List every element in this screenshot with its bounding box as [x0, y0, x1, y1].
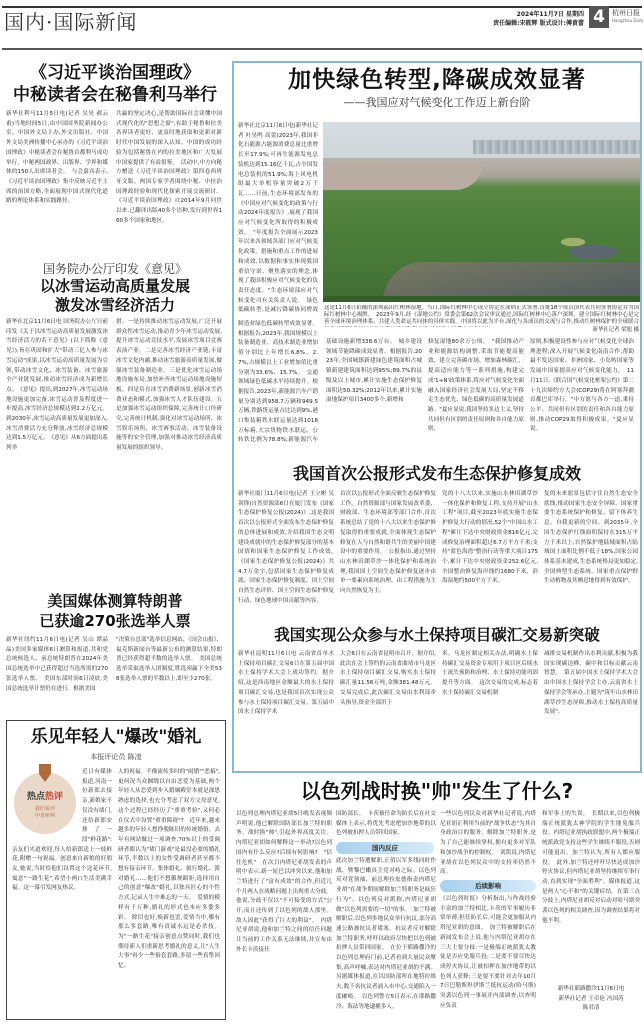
article-eco-repair-col4: 复的未来愿景包括守住自然生态安全底线,推动国家生态安全屏障、国家重要生态系统保护和修复、留下休养生息、自我更新的空间。到2035年,全国生态保护红线面积保持在315万平方千米以上,自然保护地陆域面积占陆域国土面积比例不低于18%,国家公园体系基本建成,生态系统格局更加稳定,全国典型生态系统、国家重点保护野生动植物及其栖息地得到有效保护。 — [544, 491, 638, 585]
photo-credit: 新华社记者 梁旭 摄 — [592, 327, 639, 333]
article-israel-col2: 国防部长。 卡茨被任命为防长后在社交媒体上表示,将优先考虑把加沙地带的以色列被扣押人员带回国家。 — [336, 811, 436, 837]
article-green-subheadline: ——我国应对气候变化工作迈上新台阶 — [343, 96, 531, 109]
article-green-headline: 加快绿色转型,降碳成效显著 — [288, 67, 586, 93]
article-wedding-byline: 本报评论员 陈凌 — [90, 753, 142, 761]
article-wedding-col1-text: 近日有媒体报道,河南一位新郎去接亲,新娘家不仅没有堵门,还给新郎安排了一段"鲜花路":亲友们夹道欢迎,每人给新郎送上一枝鲜花,附赠一句祝福。创意来自新娘的好朋友,她说,当时给他们设置这个送花环节,寓意"一路生花",希望小两口生活美满幸福。这一幕引发网友热议。 — [12, 769, 112, 892]
article-xi-book-col2: 共赢的坚定决心,是帮助国际社会读懂中国式现代化的"思想之窗",有助于秘鲁和拉美各界读者更好、更及时地获取和更新对新时代中国发展的深入认知。中国的成功经验为包括秘鲁在内的拉美地区和广大发展中国家提供了有益借鉴。 活动中,中方向秘方赠送《习近平谈治国理政》第四卷西班牙文版。两国专家学者围绕中秘、中拉治国理政经验和现代化探索开展交流研讨。《习近平谈治国理政》自2014年9月问世以来,已翻译出版40多个语种,发行到世界160多个国家和地区。 — [116, 111, 222, 224]
article-israel-col1: 以色列总理内塔尼亚胡5日晚发表视频声明说,他已解除国防部长加兰特的职务。战时换"帅",引起外界高度关注。内塔尼亚胡如何解释这一举动?以色列国内有什么反应?后续有何影响? "信任危机" 在次日内塔尼亚胡发表的声明中表示,新一轮巴以冲突以来,他和加兰特进行了"富有成效"的合作,但近几个月两人在战略问题上出现重大分歧。他说,分歧不仅以"不可接受的方式"公开,而且还传到了以色列的敌人那里。敌人因此"获得了巨大的利益"。 内塔尼亚胡说,他和加兰特之间的信任问题让当前的工作关系无法继续,并宣布由外长卡茨接任 — [236, 811, 332, 953]
article-green-col2: 基础设施新增338.6万台。 城乡建设领域节能降碳成效显著。根据报告,2023年,全国城镇新建绿色建筑面积占城镇新建建筑面积达到95%;89.7%的县级及以上城市,累计实施生态保护修复面积达50.32%;2012年以来,累计实施湿地保护项目3400多个,新增和 — [326, 339, 422, 404]
article-soil-water-headline: 我国实现公众参与水土保持项目碳汇交易新突破 — [274, 626, 600, 644]
article-ice-snow-headline-1: 以冰雪运动高质量发展 — [39, 277, 190, 295]
credit-reporter-2: 陈君清 — [582, 1005, 600, 1011]
section-label-aftermath: 后续影响 — [440, 880, 536, 892]
article-wedding-col2 — [118, 768, 220, 1016]
newspaper-name: 杭州日报 — [612, 9, 640, 17]
section-title: 国内·国际新闻 — [4, 10, 138, 34]
page-number: 4 — [589, 6, 609, 28]
article-xi-book-col1: 新华社利马11月5日电(记者 吴昊 郝云甫)当地时间5日,由中国国务院新闻办公室、中国外文局主办,外文出版社、中国外文局美洲传播中心承办的《习近平谈治国理政》中秘读者会在秘鲁首都利马成功举行。中秘两国政界、出版界、学界和媒体的150人出席读者会。 与会嘉宾表示,《习近平谈治国理政》集中反映习近平主席的治国方略,全面展现中国式现代化道路的理论体系和实践路径。 — [6, 111, 108, 205]
photo-treeline — [323, 296, 640, 302]
article-xi-book-headline-1: 《习近平谈治国理政》 — [30, 63, 200, 83]
section-label-domestic-reaction: 国内反应 — [336, 842, 434, 854]
article-soil-water-col1: 新华社昆明11月6日电 云南省首单水土保持项目碳汇交易6日在第五届中国水土保持学术大会上成功签约。据介绍,这是西南地区金额最大的水土保持项目碳汇交易,也是我国首次实现公众参与水土保持项目碳汇交易。第五届中国水土保持学术 — [238, 651, 334, 716]
article-wedding-col2-text: 人的祝福。不像流传多时的"闹婚""恶搞",更何况当众捆绑以自由恋爱为基础,两个年轻人从恋爱到步入婚姻殿堂本就是深思熟虑的选择,也充分考虑了双方父母意见,这个过程已经经历了"重重考验",又何必在仪式中设置"重重障碍"? 近年来,越来越多的年轻人想挣脱陈旧的传统婚俗。去年有网站做过一项调查,70%以上的受调研者都认为"堵门游戏"是最没必要的婚礼环节,半数以上的女性受调研者甚至都不想有接亲环节。集体婚礼、旅行婚礼、派对婚礼……他们不想循规蹈矩,选择用自己的创意"爆改"婚礼,以独具匠心的个性方式,记录人生中难忘的一天。 爱情的模样有千万种,婚礼的形式也本应多姿多彩。 — [118, 769, 220, 921]
masthead-bottom-rule — [2, 48, 642, 50]
badge-title-a: 热点 — [26, 792, 45, 802]
article-us-election-col2: "决策台总部"选举信息网站、《国会山报》、福克斯新闻台等最新公布的测算结果,特朗普已经获得超半数的选举人票。 美国总统选举采取选举人团制度,胜选须赢下全美538张选举人票的半数以上,即至少270张。 — [116, 637, 222, 682]
photo-caption-block — [324, 305, 639, 335]
article-soil-water-col3: 米。马龙区制定相关办法,明确水土保持碳汇交易资金专项用于项目区后续水土流失预防和治理、水土保持功能巩固提升等方面。 这次交易的完成,标志着水土保持碳汇交易机制 — [442, 651, 538, 696]
article-ice-snow-col2: 措。一是持续推动冰雪运动发展,广泛开展群众性冰雪运动,推动青少年冰雪运动发展,提升冰雪运动竞技水平,发展冰雪项目竞赛表演产业。二是完善冰雪经济产业链,丰富冰雪文化内涵,推动冰雪旅游高质量发展,做强冰雪装备制造业。三是优化冰雪运动场地设施布局,加快补齐冰雪运动场地设施短板。四是培育冰雪消费新场景,创新冰雪消费业态和模式,加强冰雪人才队伍建设。五是加强冰雪运动组织保障,完善统计口径研究,完善统计机制,强化对冰雪运动场所、冰雪娱乐场所、冰雪赛事活动、冰雪装备设施等的安全管理,加强对推动冰雪经济高质量发展的组织领导。 — [116, 319, 222, 452]
photo-skyline — [473, 140, 640, 154]
article-wedding-col3-text: 除旧也好,焕新也罢,爱情当中,哪有那么多套路,唯有真诚永远是必杀技。为"一路生花"接亲创意点赞同时,我们也期待新人们重新思考婚礼的意义,让"人生大事"再少一些俗套套路,多留一些真挚回忆。 — [118, 914, 220, 970]
article-ice-snow-col1: 新华社北京11月6日电 国务院办公厅日前印发《关于以冰雪运动高质量发展激发冰雪经济活力的若干意见》(以下简称《意见》),旨在巩固和扩大"带动三亿人参与冰雪运动"成果,以冰雪运动高质量发展为引领,带动冰雪文化、冰雪装备、冰雪旅游全产业链发展,推动冰雪经济成为新增长点。 《意见》提出,到2027年,冰雪运动场地设施更加完备,冰雪运动普及程度进一步提高,冰雪经济总规模达到1.2万亿元。到2030年,冰雪运动高质量发展更加深入,冰雪消费活力充分释放,冰雪经济总规模达到1.5万亿元。 《意见》从6方面提出系列举 — [6, 319, 108, 452]
article-us-election-headline-1: 美国媒体测算特朗普 — [47, 592, 183, 610]
article-green-col1: 制造业绿色低碳转型成效显著。根据报告,2023年,我国规模以上装备制造业、高技术制造业增加值分别比上年增长6.8%、2.7%,占规模以上工业增加值比重分别为33.6%、15.7%。 交通领域绿色低碳水平持续提升。根据报告,2023年,新能源汽车产销量分别达到958.7万辆和949.5万辆,铁路货运量占比达到9%,港口集装箱铁水联运量达到1018万标箱,大宗货物铁水联运、公转铁比例为78.8%;新能源汽车 — [238, 321, 318, 444]
credit-dateline: 新华社耶路撒冷11月6日电 — [557, 986, 625, 992]
photo-mudflat — [323, 162, 483, 190]
newspaper-logo — [612, 8, 644, 23]
masthead-top-rule — [2, 6, 642, 8]
credit-reporters: 新华社记者 王卓伦 冯国芮 — [558, 995, 624, 1002]
article-eco-repair-col3: 党的十八大以来,实施山水林田湖草沙一体化保护和修复工程,支持开展"山水工程"项目,截至2023年底实施生态保护修复大行动的情况,52个"中国山水工程"累计下达中央财政资金816亿元,完成修复治理面积超过6.7万平方千米;支持"蓝色海湾"整治行动等重大项目175个,累计下达中央财政资金252.6亿元,全国整治修复海岸线约1680千米、滨海湿地约500平方千米。 — [442, 491, 538, 585]
article-green-lead: 新华社北京11月6日电(新华社记者 叶昊鸣 高蕾)2023年,我国非化石能源占能源消费总量比重增长至17.9%;可再生能源发电总装机达到15.16亿千瓦,占全国发电总装机的51.9%;海上风电机组最大单机容量突破2万千瓦……日前,生态环境部发布的《中国应对气候变化的政策与行动2024年度报告》,展现了我国应对气候变化所取得的积极成效。 "年度报告全面展示2023年以来各领域各部门应对气候变化政策、措施和重点工作的进展和成效,以数据和事实体现我国重信守诺、聚焦落实的理念,体现了我国积极应对气候变化的负责任态度。"生态环境部应对气候变化司有关负责人说。 绿色低碳转型,是减污降碳协同增效 — [238, 123, 318, 314]
article-wedding-col1 — [12, 768, 112, 1016]
badge-float-spacer — [12, 768, 82, 838]
article-israel-col3: 一些以色列民众对新华社记者说,内塔尼亚胡正利用当前的"战争状态"为其自身政治目的服务。解除加兰特职务,是为了自己能继续掌权,拥有更多对军队和加沙战争的控制权。 刘凯说,内塔尼亚胡在以色列民众中的支持率仍然不高。 — [440, 811, 536, 876]
article-israel-headline: 以色列战时换"帅"发生了什么? — [300, 779, 574, 803]
badge-subtitle-1: 我们说评 — [34, 806, 55, 812]
article-xi-book-headline-2: 中秘读者会在秘鲁利马举行 — [13, 85, 217, 105]
article-ice-snow-headline-2: 激发冰雪经济活力 — [54, 296, 175, 314]
article-eco-repair-headline: 我国首次公报形式发布生态保护修复成效 — [292, 464, 581, 483]
issue-meta — [440, 10, 584, 28]
badge-title-b: 热评 — [45, 792, 64, 802]
article-us-election-col1: 新华社纽约11月6日电(记者 吴山 谭晶晶)美国多家媒体6日测算和报道,共和党总统候选人、前总统特朗普在2024年美国总统选举中已获得超过当选所需的270张选举人票。 美国东部时间6日凌晨,美国总统选举计票仍在进行。根据美国 — [6, 637, 108, 692]
article-green-col4: 原则,积极建设性参与应对气候变化全球治理进程;深入开展气候变化南南合作,帮助最不发达国家、非洲国家、小岛屿国家等发展中国家提高应对气候变化能力。 11月11日,《联合国气候变化框架公约》第二十九次缔约方大会(COP29)将在阿塞拜疆首都巴库举行。"中方愿与各方一道,秉持公平、共同但有区别的责任和各自能力原则,推动COP29取得积极成果。"夏应显说。 — [530, 339, 634, 433]
article-israel-col3b: 《以色列时报》分析指出,与作战经验丰富的加兰特相比,卡茨的军事履历非常单薄,担任防长后,可能会更加服从内塔尼亚胡的意图。 加兰特被解职后在新闻发布会上说,他与内塔尼亚胡存在三大主要分歧:一是极端正统派犹太教徒是否应免服兵役;二是要不要尽快达成停火协议,让被扣押在加沙地带的以色列人获释;三是要不要针对去年10月7日巴勒斯坦伊斯兰抵抗运动(哈马斯)突袭以色列一事展开内部调查,以查明应负责 — [440, 896, 536, 1009]
article-soil-water-col2: 大会6日在云南省昆明市召开。据介绍,此次在会上签约的云南省曲靖市马龙区水土保持项目碳汇交易,购买水土保持碳汇量11.56万吨,金额381.48万元。交易完成后,此次碳汇交易由水利部牵头指导,资金全部用于 — [340, 651, 436, 706]
article-us-election-headline-2: 已获逾270张选举人票 — [39, 612, 191, 630]
article-israel-credits — [542, 985, 640, 1014]
newspaper-name-en: Hangzhou Daily — [612, 18, 644, 23]
editor-credits: 责任编辑:宋筱辉 版式设计:傅黄蕾 — [493, 20, 584, 27]
badge-subtitle-2: 中肯犀利 — [34, 813, 55, 819]
article-eco-repair-col2: 首次以公报形式全面反映生态保护修复工作。自然资源部与国家发展改革委、财政部、生态环境部等部门合作,首次系统总结了党的十八大以来生态保护修复取得的重要成就,全面体现生态保护修复在人与自然和谐共生的美丽中国建设中的重要作用。 公报指出,通过坚持山水林田湖草沙一体化保护和系统治理,我国国土空间生态保护修复逐步由单一要素向系统治理、由工程措施为主向自然恢复为主。 — [340, 491, 436, 595]
article-soil-water-col4: 减排交易机制作出水利贡献,积极为我国实现碳达峰、碳中和目标贡献云南智慧。 第五届中国水土保持学术大会由中国水土保持学会主办,云南省水土保持学会等承办,主题为"筑牢山水林田湖草沙生态屏障,推动水土保持高质量发展"。 — [544, 651, 638, 716]
article-israel-col2b: 此次加兰特遭解职,正值以军多线同时作战、暨黎巴嫩真主党对峙之际。以色列反对党领袖、前总理拉皮德指责内塔尼亚胡"在战争期间解除加兰特职务是疯狂行为"。以色列反对派称,内塔尼亚胡做"以色列需要的一切"的事。 加兰特被解职后,以色列多地民众举行抗议,部分高速公路被抗议者堵塞。抗议者反对解除加兰特职务,呼吁以政府尽快把以色列被扣押人员带回国家。 在位于耶路撒冷的以色列总理府门前,记者看到大量民众聚集,高声呼喊,表达对内塔尼亚胡的不满。另据媒体报道,在以国防部所在地特拉维夫,数千名抗议者涌入市中心,交通陷入一度瘫痪。 以色列警方5日表示,在耶路撒冷、海法等地逮捕多人。 — [336, 858, 436, 1010]
article-green-col3: 修复湿地80余万公顷。 "我国推动产业和能源结构调整,采取节能提高能效、建立完善碳市场、增加森林碳汇、提高适应能力等一系列措施,构建完成'1+N'政策体系,将应对气候变化全面融入国家经济社会发展大局,坚定不移走生态优先、绿色低碳的高质量发展道路。"夏应显说,我国坚持多边主义,坚持共同但有区别的责任原则和各自能力原则, — [428, 339, 524, 433]
photo-caption: 这是11月6日拍摄的深圳福田红树林湿地。当日,国际红树林中心成立协定在深圳正式签署,首批18个成员国代表共同签署协定并为国际红树林中心揭牌。 2023年9月,经《湿地公约》常委会第62次会议审议通过,国际红树林中心落户深圳。建立国际红树林中心是完善全球环境治理体系、共建人类命运共同体的具体实践。中国将以此为平台,深化与各成员的交流与合作,推动红树林保护的全球联合 — [324, 305, 639, 326]
mangrove-wetland-photo — [323, 122, 640, 302]
article-eco-repair-col1: 新华社厦门11月6日电(记者 王立彬 吴剑锋)自然资源部6日在厦门发布《国家生态保护修复公报(2024)》,这是我国首次以公报形式全面发布生态保护修复的总体进展和成效,介绍我国生态文明建设成就中的生态保护修复部分的基本国情和国家生态保护修复工作成效。 《国家生态保护修复公报(2024)》共4.7万余字,包括国家生态保护修复成就、国家生态保护修复制度、国土空间自然生态评价、国土空间生态保护修复行动、绿色地球中国贡献等内容。 — [238, 491, 334, 604]
article-wedding-headline: 乐见年轻人"爆改"婚礼 — [30, 727, 202, 747]
article-ice-snow-kicker: 国务院办公厅印发《意见》 — [42, 262, 187, 276]
issue-date: 2024年11月7日 星期四 — [516, 11, 584, 18]
article-israel-col4: 和军事上的失误。 长期以来,以色列极端正统派犹太神学院的学生能免服兵役。内塔尼亚胡执政联盟中,两个极端正统派政党支持这些学生继续不服役,否则可能退出。加兰特认为,所有人都应服役。 此外,加兰特还呼吁尽快达成加沙停火协议,但内塔尼亚胡坚持继续军事行动,直到实现"全面胜利"。媒体报道,这是两人"心不和"的关键症结。在第三点分歧上,内塔尼亚胡反对启动对哈马斯突袭以色列的相关调查,因为调查结果将对他不利。 — [542, 811, 640, 924]
